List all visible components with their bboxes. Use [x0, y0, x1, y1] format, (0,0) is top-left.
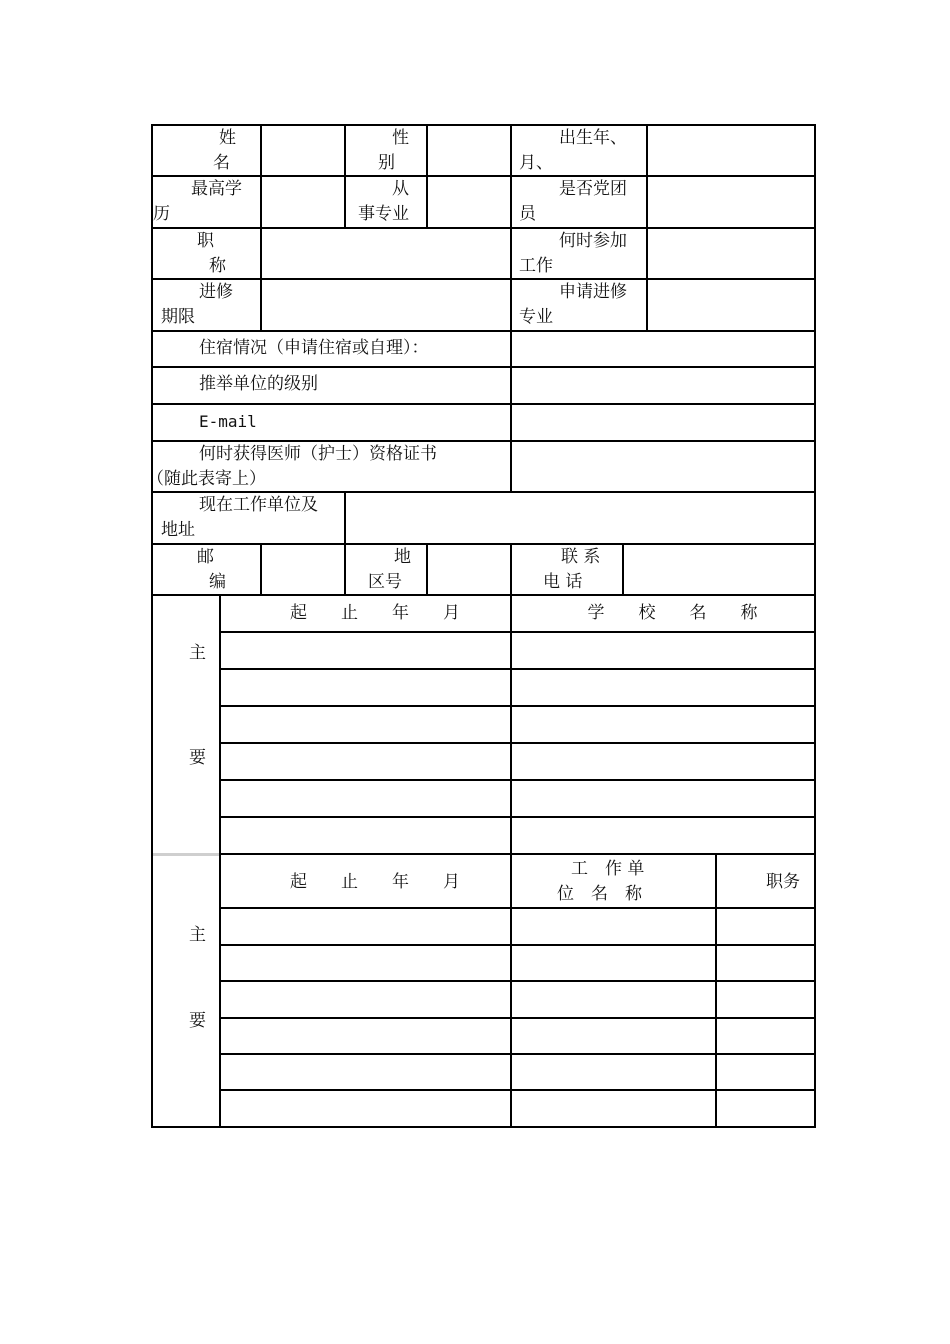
work-col-period: 起 止 年 月: [290, 872, 460, 892]
label-line: 称: [209, 256, 226, 276]
lodging-label: 住宿情况（申请住宿或自理）：: [199, 338, 429, 358]
education-row-1-school[interactable]: [512, 633, 814, 668]
work-row-4-unit[interactable]: [512, 1019, 715, 1053]
education-row-1-period[interactable]: [221, 633, 510, 668]
phone-label: [511, 545, 622, 595]
work-row-3-unit[interactable]: [512, 982, 715, 1017]
name-field[interactable]: [261, 126, 344, 175]
label-line: 地: [394, 547, 411, 567]
label-line: 区号: [368, 572, 402, 592]
work-start-label: [511, 229, 646, 279]
unit-level-field[interactable]: [511, 368, 814, 403]
label-line: 进修: [199, 282, 233, 302]
label-line: 现在工作单位及: [199, 495, 318, 515]
title-field[interactable]: [261, 229, 510, 278]
label-line: 地址: [161, 520, 195, 540]
work-row-5-position[interactable]: [717, 1055, 814, 1089]
education-field[interactable]: [261, 177, 344, 226]
major-field[interactable]: [647, 280, 814, 329]
label-line: 名: [213, 153, 230, 173]
email-label: E-mail: [199, 412, 257, 431]
label-line: （随此表寄上）: [147, 469, 266, 489]
work-row-5-period[interactable]: [221, 1055, 510, 1089]
education-col-school: 学 校 名 称: [587, 603, 758, 623]
work-row-1-period[interactable]: [221, 909, 510, 944]
education-row-5-period[interactable]: [221, 781, 510, 816]
party-label: [511, 177, 646, 227]
work-row-6-unit[interactable]: [512, 1091, 715, 1126]
title-label: [151, 229, 260, 279]
education-row-4-school[interactable]: [512, 744, 814, 779]
education-side-char-2: 要: [189, 748, 206, 768]
label-line: 编: [209, 572, 226, 592]
label-line: 从: [392, 179, 409, 199]
label-line: 联 系: [561, 547, 601, 567]
gender-label: [344, 126, 426, 176]
period-field[interactable]: [261, 280, 510, 329]
education-row-5-school[interactable]: [512, 781, 814, 816]
education-row-6-period[interactable]: [221, 818, 510, 853]
label-line: 位 名 称: [557, 884, 642, 904]
work-row-3-period[interactable]: [221, 982, 510, 1017]
rule: [220, 853, 816, 855]
address-field[interactable]: [345, 493, 814, 542]
work-row-6-period[interactable]: [221, 1091, 510, 1126]
education-row-4-period[interactable]: [221, 744, 510, 779]
label-line: 邮: [197, 547, 214, 567]
work-row-2-position[interactable]: [717, 946, 814, 980]
party-field[interactable]: [647, 177, 814, 226]
label-line: 姓: [219, 128, 236, 148]
cert-field[interactable]: [511, 442, 814, 491]
work-col-position: 职务: [766, 872, 800, 892]
label-line: 职: [197, 231, 214, 251]
work-side-char-1: 主: [189, 925, 206, 945]
label-line: 出生年、: [559, 128, 627, 148]
address-label: [153, 493, 344, 543]
work-row-4-period[interactable]: [221, 1019, 510, 1053]
education-row-3-school[interactable]: [512, 707, 814, 742]
label-line: 月、: [519, 153, 553, 173]
label-line: 历: [153, 204, 170, 224]
education-side-char-1: 主: [189, 643, 206, 663]
label-line: 申请进修: [559, 282, 627, 302]
work-row-5-unit[interactable]: [512, 1055, 715, 1089]
work-row-6-position[interactable]: [717, 1091, 814, 1126]
birth-field[interactable]: [647, 126, 814, 175]
lodging-field[interactable]: [511, 332, 814, 366]
border-right: [814, 124, 816, 1128]
application-form: [147, 124, 816, 1128]
work-col-unit: [511, 857, 715, 907]
education-col-period: 起 止 年 月: [290, 603, 460, 623]
section-divider: [151, 853, 220, 856]
work-row-1-position[interactable]: [717, 909, 814, 944]
label-line: 员: [519, 204, 536, 224]
area-code-label: [344, 545, 426, 595]
period-label: [151, 280, 260, 330]
label-line: 专业: [519, 307, 553, 327]
label-line: 是否党团: [559, 179, 627, 199]
work-start-field[interactable]: [647, 229, 814, 278]
phone-field[interactable]: [623, 545, 814, 594]
birth-label: [511, 126, 646, 176]
label-line: 别: [378, 153, 395, 173]
label-line: 最高学: [191, 179, 242, 199]
work-row-1-unit[interactable]: [512, 909, 715, 944]
work-side-char-2: 要: [189, 1011, 206, 1031]
specialty-label: [344, 177, 426, 227]
area-code-field[interactable]: [427, 545, 510, 594]
unit-level-label: 推举单位的级别: [199, 374, 318, 394]
major-label: [511, 280, 646, 330]
label-line: 性: [392, 128, 409, 148]
label-line: 工 作 单: [571, 859, 645, 879]
postcode-label: [151, 545, 260, 595]
education-row-6-school[interactable]: [512, 818, 814, 853]
work-row-3-position[interactable]: [717, 982, 814, 1017]
work-row-2-unit[interactable]: [512, 946, 715, 980]
specialty-field[interactable]: [427, 177, 510, 226]
gender-field[interactable]: [427, 126, 510, 175]
name-label: [151, 126, 260, 176]
work-row-4-position[interactable]: [717, 1019, 814, 1053]
work-row-2-period[interactable]: [221, 946, 510, 980]
label-line: 何时参加: [559, 231, 627, 251]
education-row-2-school[interactable]: [512, 670, 814, 705]
label-line: 何时获得医师（护士）资格证书: [199, 444, 437, 464]
cert-label: [147, 442, 510, 492]
label-line: 期限: [161, 307, 195, 327]
label-line: 工作: [519, 256, 553, 276]
education-row-2-period[interactable]: [221, 670, 510, 705]
email-field[interactable]: [511, 405, 814, 440]
education-label: [151, 177, 260, 227]
education-row-3-period[interactable]: [221, 707, 510, 742]
label-line: 事专业: [358, 204, 409, 224]
label-line: 电 话: [543, 572, 583, 592]
postcode-field[interactable]: [261, 545, 344, 594]
